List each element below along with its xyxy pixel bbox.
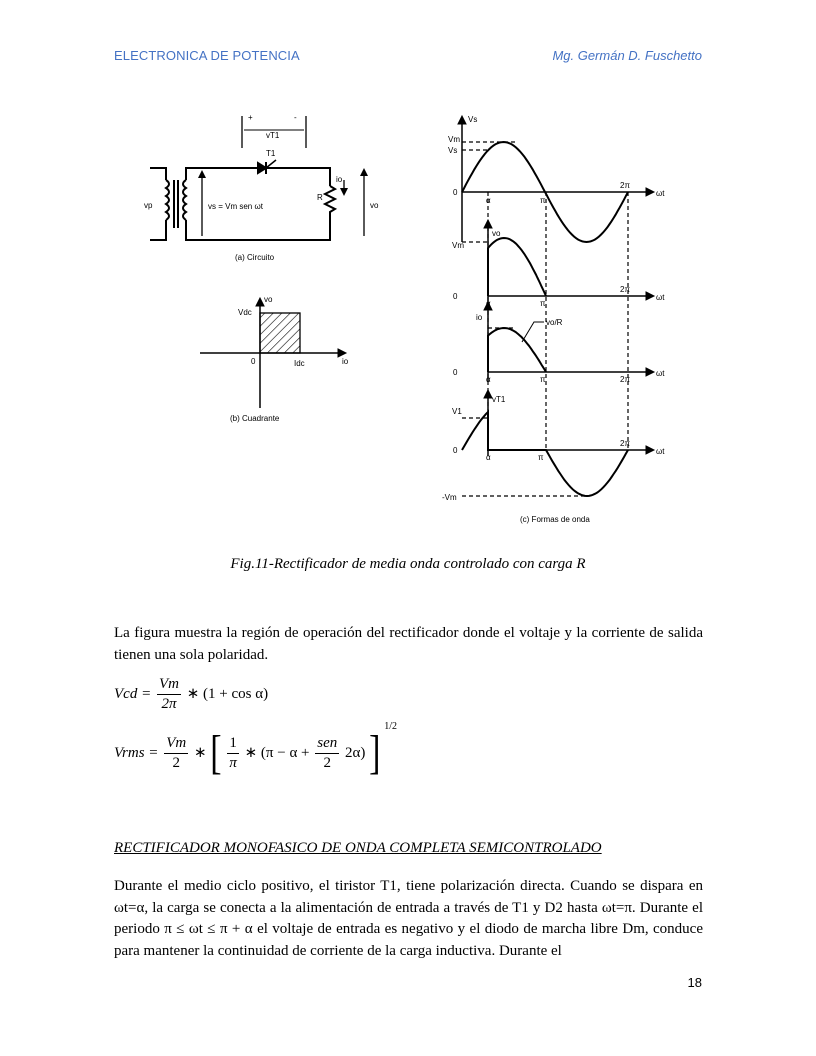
label-vm-1: Vm bbox=[448, 135, 460, 144]
label-vs: vs = Vm sen ωt bbox=[208, 202, 263, 211]
quadrant-caption: (b) Cuadrante bbox=[230, 414, 280, 423]
label-vo: vo bbox=[370, 201, 379, 210]
waveforms-caption: (c) Formas de onda bbox=[520, 515, 590, 524]
eq2-inner-den: π bbox=[229, 755, 237, 771]
label-wt-3: ωt bbox=[656, 369, 665, 378]
eq2-left-bracket: [ bbox=[210, 726, 222, 779]
page-number: 18 bbox=[687, 975, 702, 990]
label-io-axis: io bbox=[476, 313, 483, 322]
eq2-sen-num: sen bbox=[315, 735, 339, 754]
eq2-sen-fraction bbox=[315, 735, 339, 772]
label-t1: T1 bbox=[266, 149, 276, 158]
eq1-den: 2π bbox=[161, 696, 177, 712]
label-vt1: vT1 bbox=[266, 131, 280, 140]
label-neg-vm: -Vm bbox=[442, 493, 457, 502]
eq1-lhs: Vcd = bbox=[114, 685, 152, 702]
label-pi-4: π bbox=[538, 453, 544, 462]
rectifier-figure bbox=[130, 108, 690, 533]
eq2-inner-end: 2α) bbox=[345, 744, 366, 761]
label-pi-1: π bbox=[540, 196, 546, 205]
equation-vrms bbox=[114, 720, 397, 779]
label-vs-level: Vs bbox=[448, 146, 458, 155]
eq2-lhs: Vrms = bbox=[114, 744, 159, 761]
eq2-inner-mid: ∗ (π − α + bbox=[244, 744, 310, 761]
label-alpha-2: α bbox=[486, 299, 491, 308]
eq1-num: Vm bbox=[157, 676, 181, 695]
label-vo-quadrant: vo bbox=[264, 295, 273, 304]
label-zero-quadrant: 0 bbox=[251, 357, 256, 366]
figure-caption: Fig.11-Rectificador de media onda controlado con carga R bbox=[230, 556, 586, 572]
label-alpha-4: α bbox=[486, 453, 491, 462]
label-2pi-1: 2π bbox=[620, 181, 630, 190]
eq2-fraction bbox=[164, 735, 188, 772]
label-2pi-4: 2π bbox=[620, 439, 630, 448]
label-vo-over-r: vo/R bbox=[546, 318, 563, 327]
label-vo-axis: vo bbox=[492, 229, 501, 238]
quadrant-diagram bbox=[200, 298, 346, 408]
equation-vcd bbox=[114, 676, 268, 713]
eq2-star: ∗ bbox=[193, 744, 207, 761]
eq2-num: Vm bbox=[164, 735, 188, 754]
label-v1: V1 bbox=[452, 407, 462, 416]
label-zero-4: 0 bbox=[453, 446, 458, 455]
label-wt-2: ωt bbox=[656, 293, 665, 302]
eq2-right-bracket: ] bbox=[369, 726, 381, 779]
label-vp: vp bbox=[144, 201, 153, 210]
paragraph-2: Durante el medio ciclo positivo, el tiristor T1, tiene polarización directa. Cuando se dispara en ωt=α, la carga se conecta a la alimentación de entrada a través de T1 y D2 hasta ωt=π. Durante el periodo π ≤ ωt ≤ π + α el voltaje de entrada es negativo y el diodo de marcha libre Dm, conduce para mantener la continuidad de corriente de la carga inductiva. Durante el bbox=[114, 878, 703, 959]
eq2-inner-fraction bbox=[227, 735, 239, 772]
label-2pi-2: 2π bbox=[620, 285, 630, 294]
label-vt1-axis: vT1 bbox=[492, 395, 506, 404]
eq2-den: 2 bbox=[172, 755, 180, 771]
label-2pi-3: 2π bbox=[620, 375, 630, 384]
label-vs-axis: Vs bbox=[468, 115, 478, 124]
label-vdc: Vdc bbox=[238, 308, 252, 317]
paragraph-1: La figura muestra la región de operación del rectificador donde el voltaje y la corriente de salida tienen una sola polaridad. bbox=[114, 625, 703, 663]
header-author: Mg. Germán D. Fuschetto bbox=[552, 48, 702, 63]
label-r: R bbox=[317, 193, 323, 202]
header-title: ELECTRONICA DE POTENCIA bbox=[114, 48, 300, 63]
label-wt-4: ωt bbox=[656, 447, 665, 456]
label-zero-3: 0 bbox=[453, 368, 458, 377]
eq2-sen-den: 2 bbox=[323, 755, 332, 771]
eq2-exponent: 1/2 bbox=[384, 720, 397, 732]
eq1-rhs: ∗ (1 + cos α) bbox=[186, 685, 269, 702]
label-io: io bbox=[336, 175, 343, 184]
eq1-fraction bbox=[157, 676, 181, 713]
label-zero-1: 0 bbox=[453, 188, 458, 197]
label-alpha-1: α bbox=[486, 196, 491, 205]
label-idc: Idc bbox=[294, 359, 305, 368]
label-io-quadrant: io bbox=[342, 357, 349, 366]
label-alpha-3: α bbox=[486, 375, 491, 384]
label-zero-2: 0 bbox=[453, 292, 458, 301]
label-pi-2: π bbox=[540, 299, 546, 308]
label-wt-1: ωt bbox=[656, 189, 665, 198]
label-minus: - bbox=[294, 113, 297, 122]
label-pi-3: π bbox=[540, 375, 546, 384]
circuit-caption: (a) Circuito bbox=[235, 253, 275, 262]
label-vm-2: Vm bbox=[452, 241, 464, 250]
label-plus: + bbox=[248, 113, 253, 122]
section-title: RECTIFICADOR MONOFASICO DE ONDA COMPLETA SEMICONTROLADO bbox=[114, 840, 602, 856]
eq2-inner-num: 1 bbox=[227, 735, 239, 754]
